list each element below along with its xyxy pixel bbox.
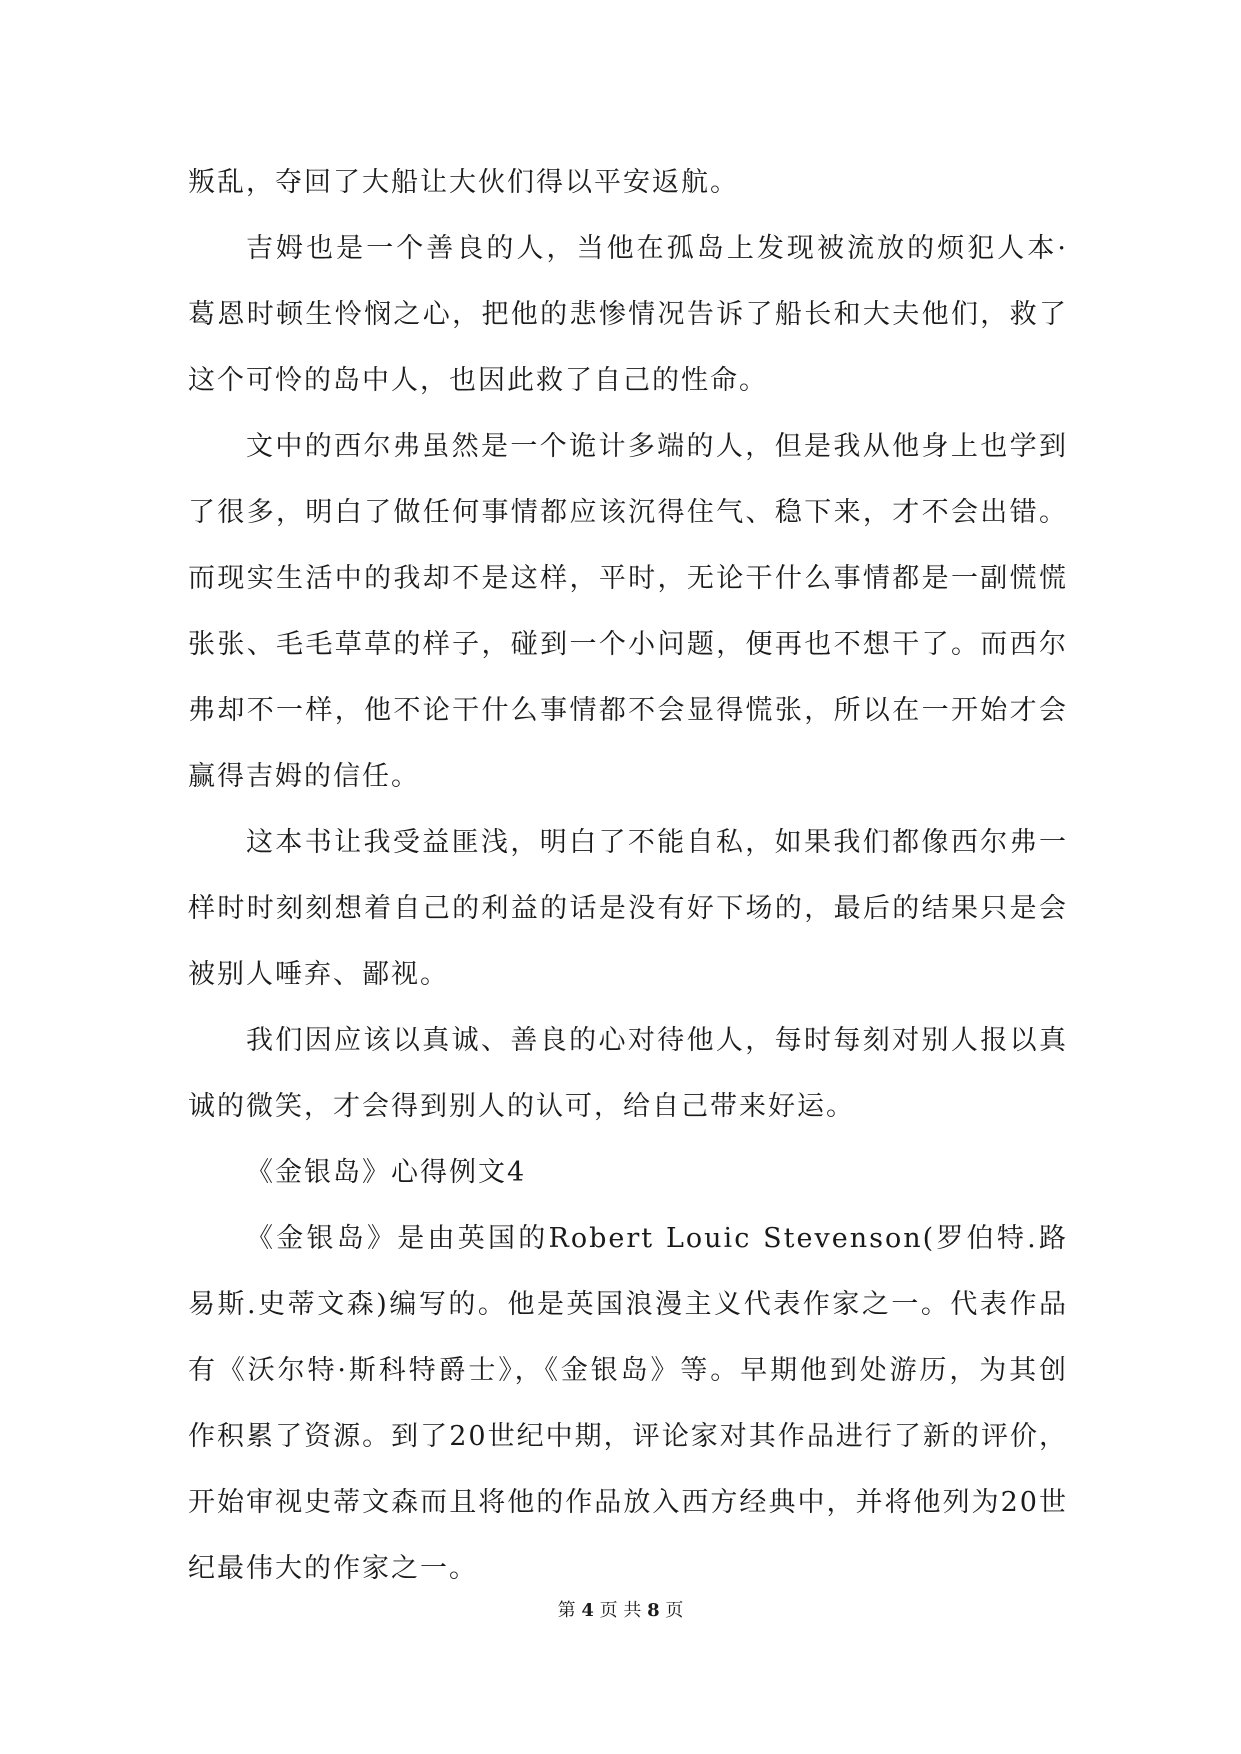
footer-page-number: 4: [581, 1600, 594, 1621]
paragraph-silver-lesson: 文中的西尔弗虽然是一个诡计多端的人，但是我从他身上也学到了很多，明白了做任何事情都应该沉得住气、稳下来，才不会出错。而现实生活中的我却不是这样，平时，无论干什么事情都是一副慌慌张张、毛毛草草的样子，碰到一个小问题，便再也不想干了。而西尔弗却不一样，他不论干什么事情都不会显得慌张，所以在一开始才会赢得吉姆的信任。: [188, 431, 1068, 792]
section-heading: 《金银岛》心得例文4: [246, 1157, 527, 1188]
paragraph-sincerity: 我们因应该以真诚、善良的心对待他人，每时每刻对别人报以真诚的微笑，才会得到别人的认可，给自己带来好运。: [188, 1025, 1068, 1122]
footer-middle: 页 共: [599, 1600, 642, 1621]
footer-prefix: 第: [557, 1600, 576, 1621]
paragraph-benefit: 这本书让我受益匪浅，明白了不能自私，如果我们都像西尔弗一样时时刻刻想着自己的利益的话是没有好下场的，最后的结果只是会被别人唾弃、鄙视。: [188, 827, 1068, 990]
paragraph-continuation: 叛乱，夺回了大船让大伙们得以平安返航。: [188, 167, 739, 198]
paragraph-jim-kindness: 吉姆也是一个善良的人，当他在孤岛上发现被流放的烦犯人本·葛恩时顿生怜悯之心，把他的悲惨情况告诉了船长和大夫他们，救了这个可怜的岛中人，也因此救了自己的性命。: [188, 233, 1068, 396]
footer-total-pages: 8: [647, 1600, 660, 1621]
paragraph-author-intro: 《金银岛》是由英国的Robert Louic Stevenson(罗伯特.路易斯.史蒂文森)编写的。他是英国浪漫主义代表作家之一。代表作品有《沃尔特·斯科特爵士》，《金银岛》等。早期他到处游历，为其创作积累了资源。到了20世纪中期，评论家对其作品进行了新的评价，开始审视史蒂文森而且将他的作品放入西方经典中，并将他列为20世纪最伟大的作家之一。: [188, 1223, 1068, 1584]
document-body: [188, 150, 1068, 1602]
footer-suffix: 页: [665, 1600, 684, 1621]
page-footer: [0, 1596, 1241, 1622]
